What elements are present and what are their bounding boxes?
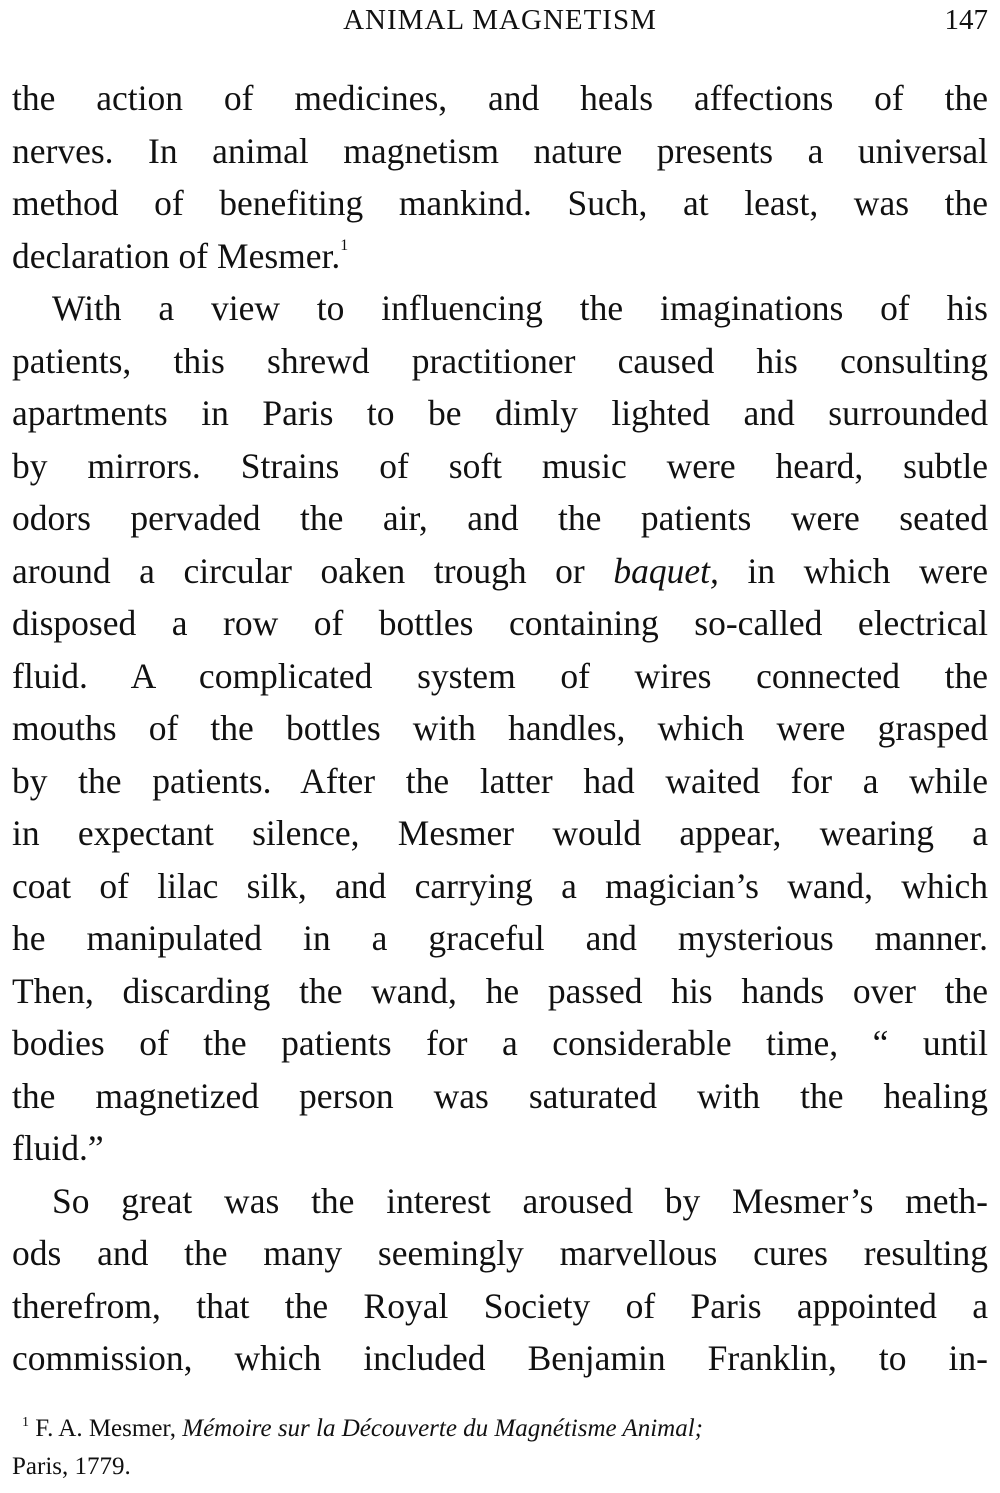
text-line: the action of medicines, and heals affections of the bbox=[12, 78, 988, 118]
text-line: Then, discarding the wand, he passed his hands over the bbox=[12, 970, 988, 1011]
book-page bbox=[12, 0, 988, 1493]
text-line: odors pervaded the air, and the patients were seated bbox=[12, 498, 988, 538]
chapter-title: ANIMAL MAGNETISM bbox=[343, 4, 657, 36]
text-line-with-italic bbox=[12, 545, 988, 598]
text-line: mouths of the bottles with handles, which were grasped bbox=[12, 708, 988, 748]
footnote-place-year: Paris, 1779. bbox=[12, 1453, 131, 1480]
text-segment: in which were bbox=[718, 550, 989, 591]
italic-term: baquet, bbox=[613, 550, 719, 591]
page-number: 147 bbox=[944, 4, 988, 36]
text-line: he manipulated in a graceful and mysterious manner. bbox=[12, 918, 988, 958]
text-line: in expectant silence, Mesmer would appear, wearing a bbox=[12, 813, 988, 853]
text-line: patients, this shrewd practitioner caused his consulting bbox=[12, 340, 988, 381]
body-text bbox=[12, 72, 988, 1385]
footnote-reference[interactable]: 1 bbox=[340, 236, 349, 254]
text-line: fluid.” bbox=[12, 1128, 104, 1168]
text-line: fluid. A complicated system of wires connected the bbox=[12, 655, 988, 696]
footnote-marker: 1 bbox=[22, 1415, 29, 1430]
paragraph-2 bbox=[12, 282, 988, 1175]
footnote-line bbox=[12, 1410, 988, 1448]
text-segment: around a circular oaken trough or bbox=[12, 550, 614, 591]
footnote-author: F. A. Mesmer, bbox=[35, 1415, 183, 1442]
paragraph-3 bbox=[12, 1175, 988, 1385]
text-line: method of benefiting mankind. Such, at least, was the bbox=[12, 183, 988, 223]
running-head bbox=[12, 0, 988, 46]
text-line: therefrom, that the Royal Society of Paris appointed a bbox=[12, 1285, 988, 1326]
text-line: So great was the interest aroused by Mesmer’s meth- bbox=[52, 1180, 988, 1221]
text-line: coat of lilac silk, and carrying a magician’s wand, which bbox=[12, 865, 988, 906]
footnote bbox=[12, 1410, 988, 1486]
text-line: the magnetized person was saturated with the healing bbox=[12, 1075, 988, 1116]
text-line: ods and the many seemingly marvellous cures resulting bbox=[12, 1233, 988, 1273]
text-line: nerves. In animal magnetism nature presents a universal bbox=[12, 130, 988, 171]
text-line bbox=[12, 230, 988, 283]
text-line: apartments in Paris to be dimly lighted and surrounded bbox=[12, 393, 988, 433]
paragraph-1 bbox=[12, 72, 988, 282]
text-line: commission, which included Benjamin Franklin, to in- bbox=[12, 1338, 988, 1378]
text-line: disposed a row of bottles containing so-called electrical bbox=[12, 603, 988, 643]
footnote-work-title: Mémoire sur la Découverte du Magnétisme Animal; bbox=[182, 1415, 703, 1442]
text-line-content: declaration of Mesmer. bbox=[12, 235, 341, 276]
text-line: bodies of the patients for a considerable time, “ until bbox=[12, 1023, 988, 1063]
text-line: by mirrors. Strains of soft music were heard, subtle bbox=[12, 445, 988, 486]
text-line: With a view to influencing the imaginations of his bbox=[52, 288, 988, 328]
text-line: by the patients. After the latter had waited for a while bbox=[12, 760, 988, 801]
